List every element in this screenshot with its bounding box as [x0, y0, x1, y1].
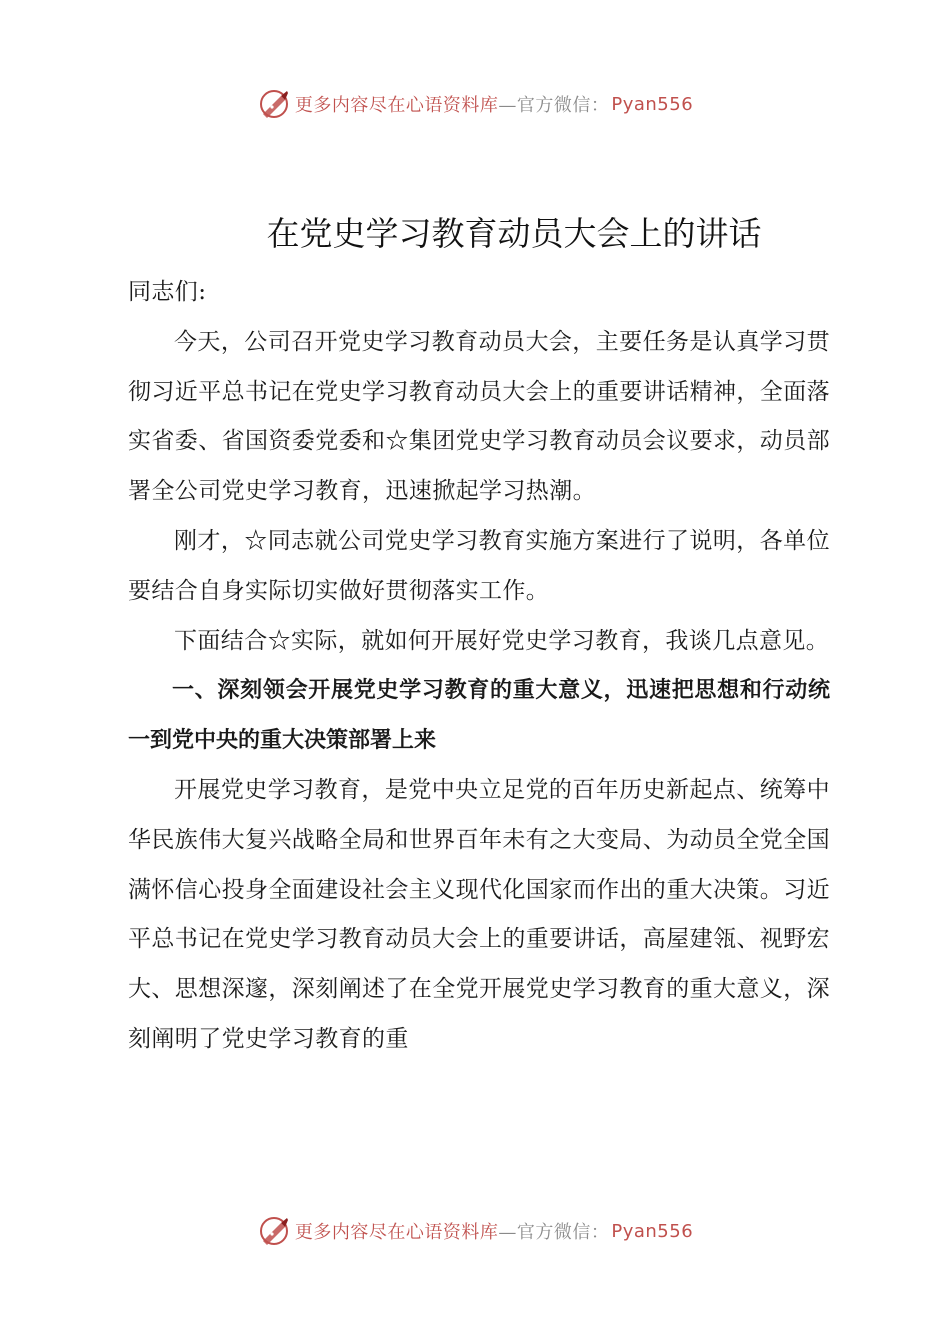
- watermark-brand: 更多内容尽在心语资料库: [294, 1222, 499, 1243]
- salutation: 同志们:: [128, 279, 207, 305]
- watermark-brand: 更多内容尽在心语资料库: [294, 95, 499, 116]
- watermark-separator: —官方微信：: [498, 1222, 610, 1243]
- paragraph-plan: 刚才，☆同志就公司党史学习教育实施方案进行了说明，各单位要结合自身实际切实做好贯彻落实工作。: [128, 527, 830, 604]
- paragraph-intro: 今天，公司召开党史学习教育动员大会，主要任务是认真学习贯彻习近平总书记在党史学习教育动员大会上的重要讲话精神，全面落实省委、省国资委党委和☆集团党史学习教育动员会议要求，动员部署全公司党史学习教育，迅速掀起学习热潮。: [128, 328, 830, 505]
- document-title: 在党史学习教育动员大会上的讲话: [266, 214, 762, 253]
- header-watermark: [0, 84, 950, 124]
- watermark-separator: —官方微信：: [498, 95, 610, 116]
- pen-nib-logo-icon: [257, 1214, 291, 1248]
- footer-watermark: [0, 1211, 950, 1251]
- document-body: [128, 268, 830, 1065]
- paragraph-opinions: 下面结合☆实际，就如何开展好党史学习教育，我谈几点意见。: [174, 627, 830, 654]
- watermark-wechat-id: Pyan556: [611, 1220, 694, 1242]
- section-paragraph: 开展党史学习教育，是党中央立足党的百年历史新起点、统筹中华民族伟大复兴战略全局和世界百年未有之大变局、为动员全党全国满怀信心投身全面建设社会主义现代化国家而作出的重大决策。习近平总书记在党史学习教育动员大会上的重要讲话，高屋建瓴、视野宏大、思想深邃，深刻阐述了在全党开展党史学习教育的重大意义，深刻阐明了党史学习教育的重: [128, 776, 830, 1052]
- section-heading: 一、深刻领会开展党史学习教育的重大意义，迅速把思想和行动统一到党中央的重大决策部署上来: [128, 678, 830, 754]
- watermark-wechat-id: Pyan556: [611, 93, 694, 115]
- pen-nib-logo-icon: [257, 87, 291, 121]
